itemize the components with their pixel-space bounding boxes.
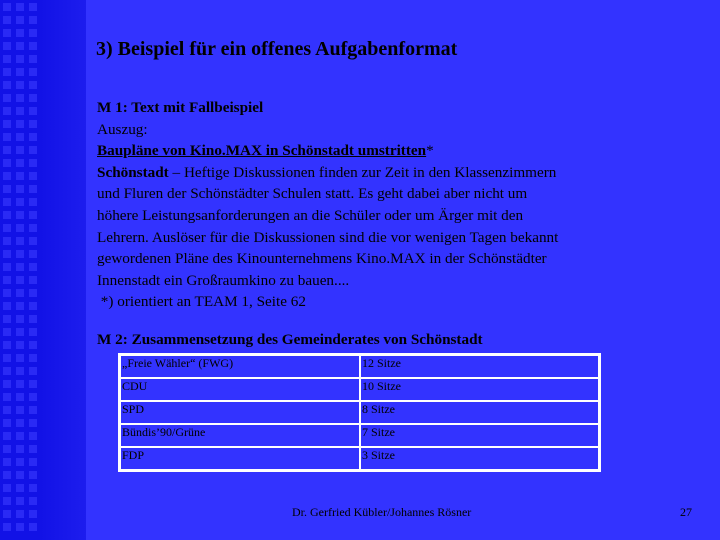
stripe-square [16,328,24,336]
stripe-square [16,419,24,427]
stripe-square [16,172,24,180]
stripe-square [29,458,37,466]
stripe-square [3,185,11,193]
stripe-square [3,328,11,336]
table-row [120,401,599,424]
stripe-square [3,419,11,427]
stripe-square [29,393,37,401]
stripe-square [29,380,37,388]
stripe-square [3,432,11,440]
stripe-square [29,29,37,37]
stripe-square [16,354,24,362]
stripe-square [3,263,11,271]
stripe-square [29,471,37,479]
stripe-square [3,458,11,466]
stripe-square [3,224,11,232]
stripe-square [16,471,24,479]
stripe-square [3,29,11,37]
stripe-square [16,406,24,414]
party-cell: CDU [120,378,360,401]
m2-heading: M 2: Zusammensetzung des Gemeinderates von Schönstadt [97,331,483,348]
table-row [120,447,599,470]
stripe-square [16,263,24,271]
stripe-square [29,276,37,284]
article-title: Baupläne von Kino.MAX in Schönstadt umstritten [97,142,427,160]
excerpt-label: Auszug: [97,120,148,138]
stripe-square [16,367,24,375]
stripe-square [16,497,24,505]
stripe-square [16,458,24,466]
stripe-square [16,94,24,102]
stripe-square [29,16,37,24]
stripe-square [29,406,37,414]
stripe-square [16,393,24,401]
stripe-square [16,29,24,37]
m1-section [97,97,697,313]
stripe-square [3,172,11,180]
stripe-square [3,133,11,141]
stripe-square [29,523,37,531]
stripe-square [16,159,24,167]
stripe-square [16,133,24,141]
stripe-square [29,250,37,258]
stripe-square [16,484,24,492]
stripe-square [16,198,24,206]
stripe-square [29,159,37,167]
stripe-square [3,107,11,115]
stripe-square [29,55,37,63]
stripe-square [3,510,11,518]
stripe-square [16,237,24,245]
stripe-square [16,211,24,219]
stripe-square [3,16,11,24]
stripe-square [29,289,37,297]
stripe-square [3,250,11,258]
stripe-square [29,185,37,193]
stripe-square [3,445,11,453]
party-cell: „Freie Wähler“ (FWG) [120,355,360,378]
stripe-square [3,81,11,89]
stripe-square [16,289,24,297]
article-title-line [97,140,697,162]
stripe-square [29,445,37,453]
stripe-square [29,419,37,427]
table-row [120,378,599,401]
stripe-square [29,328,37,336]
stripe-square [16,16,24,24]
stripe-square [3,471,11,479]
stripe-square [3,42,11,50]
stripe-square [29,432,37,440]
stripe-square [16,146,24,154]
stripe-square [29,510,37,518]
stripe-square [29,146,37,154]
stripe-square [3,367,11,375]
stripe-square [29,302,37,310]
m1-heading: M 1: Text mit Fallbeispiel [97,99,264,116]
stripe-square [3,146,11,154]
seats-cell: 7 Sitze [360,424,599,447]
dateline: Schönstadt [97,163,169,181]
seats-cell: 12 Sitze [360,355,599,378]
stripe-square [16,523,24,531]
stripe-square [16,42,24,50]
stripe-square [16,68,24,76]
article-text-1: – Heftige Diskussionen finden zur Zeit in den Klassenzimmern [168,163,557,181]
stripe-square [29,68,37,76]
stripe-square [3,341,11,349]
council-table [118,353,601,472]
stripe-square [16,224,24,232]
stripe-square [3,289,11,297]
stripe-square [29,341,37,349]
stripe-square [3,276,11,284]
stripe-square [3,198,11,206]
stripe-square [29,263,37,271]
footnote: *) orientiert an TEAM 1, Seite 62 [97,293,306,311]
stripe-square [3,406,11,414]
stripe-square [29,315,37,323]
stripe-square [29,94,37,102]
stripe-pattern [3,3,37,531]
stripe-square [29,42,37,50]
stripe-square [16,55,24,63]
stripe-square [3,120,11,128]
stripe-square [16,185,24,193]
article-text-3: höhere Leistungsanforderungen an die Schüler oder um Ärger mit den [97,206,524,224]
stripe-square [3,68,11,76]
article-title-mark: * [426,142,434,160]
stripe-square [16,315,24,323]
stripe-square [3,3,11,11]
stripe-square [29,367,37,375]
stripe-square [29,497,37,505]
stripe-square [3,315,11,323]
seats-cell: 3 Sitze [360,447,599,470]
article-text-5: gewordenen Pläne des Kinounternehmens Kino.MAX in der Schönstädter [97,250,547,268]
stripe-square [29,120,37,128]
stripe-square [29,484,37,492]
stripe-square [3,94,11,102]
table-row [120,355,599,378]
article-line-1 [97,162,697,184]
table-row [120,424,599,447]
stripe-square [16,250,24,258]
stripe-square [16,380,24,388]
stripe-square [29,237,37,245]
stripe-square [3,237,11,245]
party-cell: Bündis’90/Grüne [120,424,360,447]
stripe-square [16,3,24,11]
stripe-square [16,510,24,518]
seats-cell: 10 Sitze [360,378,599,401]
article-text-4: Lehrern. Auslöser für die Diskussionen sind die vor wenigen Tagen bekannt [97,228,559,246]
stripe-square [16,432,24,440]
decorative-stripe [0,0,86,540]
stripe-square [3,302,11,310]
stripe-square [29,198,37,206]
stripe-square [3,497,11,505]
stripe-square [16,302,24,310]
page-number: 27 [680,505,692,519]
stripe-fade [40,0,86,540]
stripe-square [29,172,37,180]
stripe-square [16,445,24,453]
article-text-2: und Fluren der Schönstädter Schulen statt. Es geht dabei aber nicht um [97,185,528,203]
party-cell: FDP [120,447,360,470]
stripe-square [16,341,24,349]
stripe-square [3,523,11,531]
stripe-square [29,211,37,219]
stripe-square [3,484,11,492]
stripe-square [16,107,24,115]
stripe-square [16,276,24,284]
stripe-square [3,393,11,401]
footer-authors: Dr. Gerfried Kübler/Johannes Rösner [292,505,472,519]
seats-cell: 8 Sitze [360,401,599,424]
stripe-square [29,224,37,232]
article-text-6: Innenstadt ein Großraumkino zu bauen.... [97,271,350,289]
slide-title: 3) Beispiel für ein offenes Aufgabenformat [96,38,458,60]
stripe-square [3,380,11,388]
stripe-square [3,211,11,219]
stripe-square [16,120,24,128]
stripe-square [29,133,37,141]
stripe-square [3,55,11,63]
stripe-square [3,159,11,167]
stripe-square [29,81,37,89]
party-cell: SPD [120,401,360,424]
stripe-square [29,107,37,115]
stripe-square [29,3,37,11]
stripe-square [16,81,24,89]
stripe-square [3,354,11,362]
stripe-square [29,354,37,362]
